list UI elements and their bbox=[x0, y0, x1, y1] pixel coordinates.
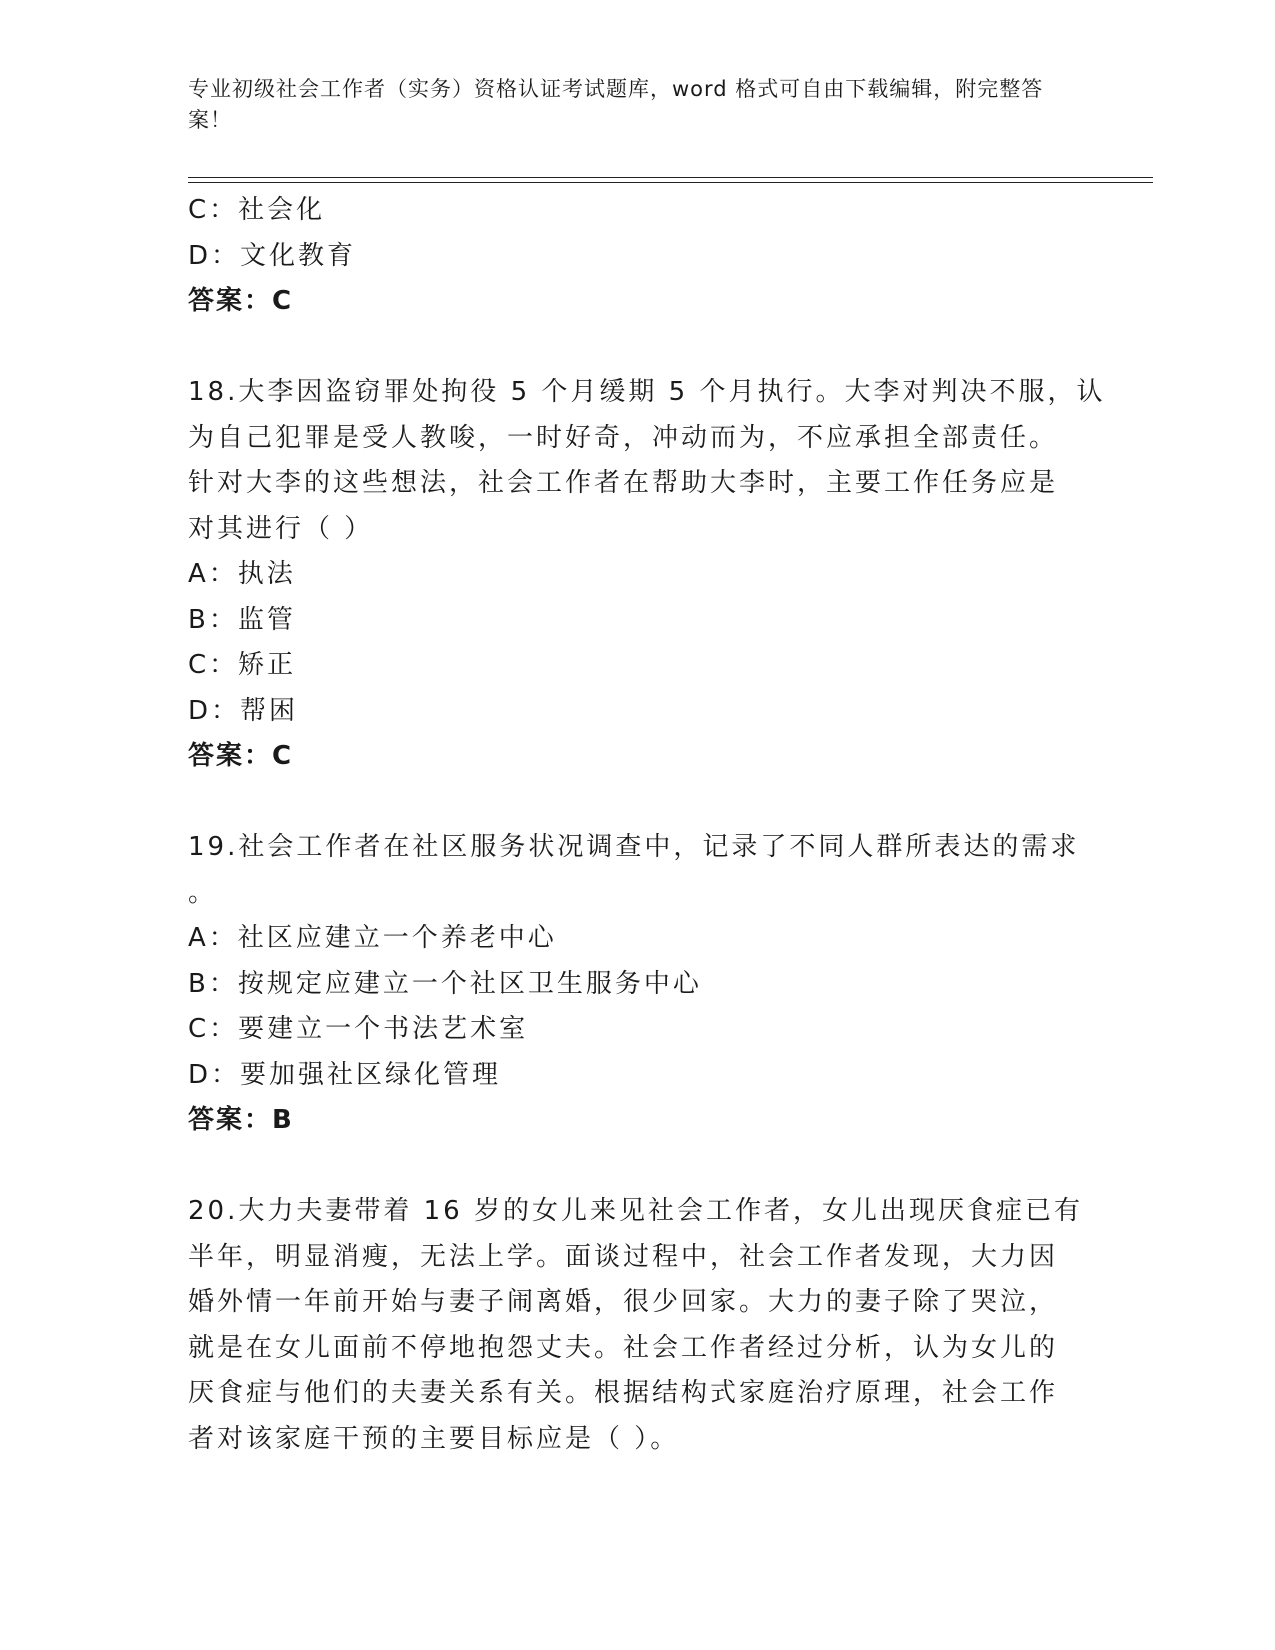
question-text-line: 半年，明显消瘦，无法上学。面谈过程中，社会工作者发现，大力因 bbox=[188, 1241, 1059, 1272]
option-b: B：按规定应建立一个社区卫生服务中心 bbox=[188, 968, 702, 999]
option-d: D：要加强社区绿化管理 bbox=[188, 1059, 502, 1090]
option-c: C：社会化 bbox=[188, 195, 326, 225]
document-body bbox=[188, 188, 1106, 1462]
option-d: D：文化教育 bbox=[188, 240, 357, 271]
option-b: B：监管 bbox=[188, 604, 296, 635]
question-text-line: 为自己犯罪是受人教唆，一时好奇，冲动而为，不应承担全部责任。 bbox=[188, 422, 1059, 453]
question-text-line: 者对该家庭干预的主要目标应是（ ）。 bbox=[188, 1423, 680, 1454]
option-d: D：帮困 bbox=[188, 695, 299, 726]
question-text-line: 针对大李的这些想法，社会工作者在帮助大李时，主要工作任务应是 bbox=[188, 468, 1059, 498]
spacer bbox=[188, 325, 1078, 371]
question-text-line: 对其进行（ ） bbox=[188, 513, 374, 544]
spacer bbox=[188, 1144, 1078, 1190]
answer-line: 答案：B bbox=[188, 1105, 294, 1135]
answer-line: 答案：C bbox=[188, 741, 294, 771]
prev-question-block bbox=[188, 188, 1078, 325]
question-text-line: 18.大李因盗窃罪处拘役 5 个月缓期 5 个月执行。大李对判决不服，认 bbox=[188, 377, 1106, 407]
option-a: A：社区应建立一个养老中心 bbox=[188, 923, 557, 953]
header-text: 专业初级社会工作者（实务）资格认证考试题库，word 格式可自由下载编辑，附完整答案！ bbox=[188, 77, 1044, 132]
question-19 bbox=[188, 825, 1078, 1144]
question-18 bbox=[188, 370, 1106, 780]
header-divider-top bbox=[188, 177, 1153, 178]
question-20 bbox=[188, 1189, 1083, 1462]
question-text-line: 20.大力夫妻带着 16 岁的女儿来见社会工作者，女儿出现厌食症已有 bbox=[188, 1196, 1083, 1226]
question-text-line: 厌食症与他们的夫妻关系有关。根据结构式家庭治疗原理，社会工作 bbox=[188, 1378, 1059, 1408]
question-text-line: 19.社会工作者在社区服务状况调查中，记录了不同人群所表达的需求 bbox=[188, 832, 1080, 862]
document-header bbox=[188, 74, 1078, 136]
header-divider-bottom bbox=[188, 182, 1153, 183]
option-c: C：要建立一个书法艺术室 bbox=[188, 1014, 529, 1044]
option-a: A：执法 bbox=[188, 559, 296, 589]
question-text-line: 。 bbox=[188, 877, 218, 908]
answer-line: 答案：C bbox=[188, 286, 294, 316]
question-text-line: 就是在女儿面前不停地抱怨丈夫。社会工作者经过分析，认为女儿的 bbox=[188, 1332, 1059, 1363]
option-c: C：矫正 bbox=[188, 650, 297, 680]
spacer bbox=[188, 780, 1078, 826]
question-text-line: 婚外情一年前开始与妻子闹离婚，很少回家。大力的妻子除了哭泣， bbox=[188, 1287, 1059, 1317]
